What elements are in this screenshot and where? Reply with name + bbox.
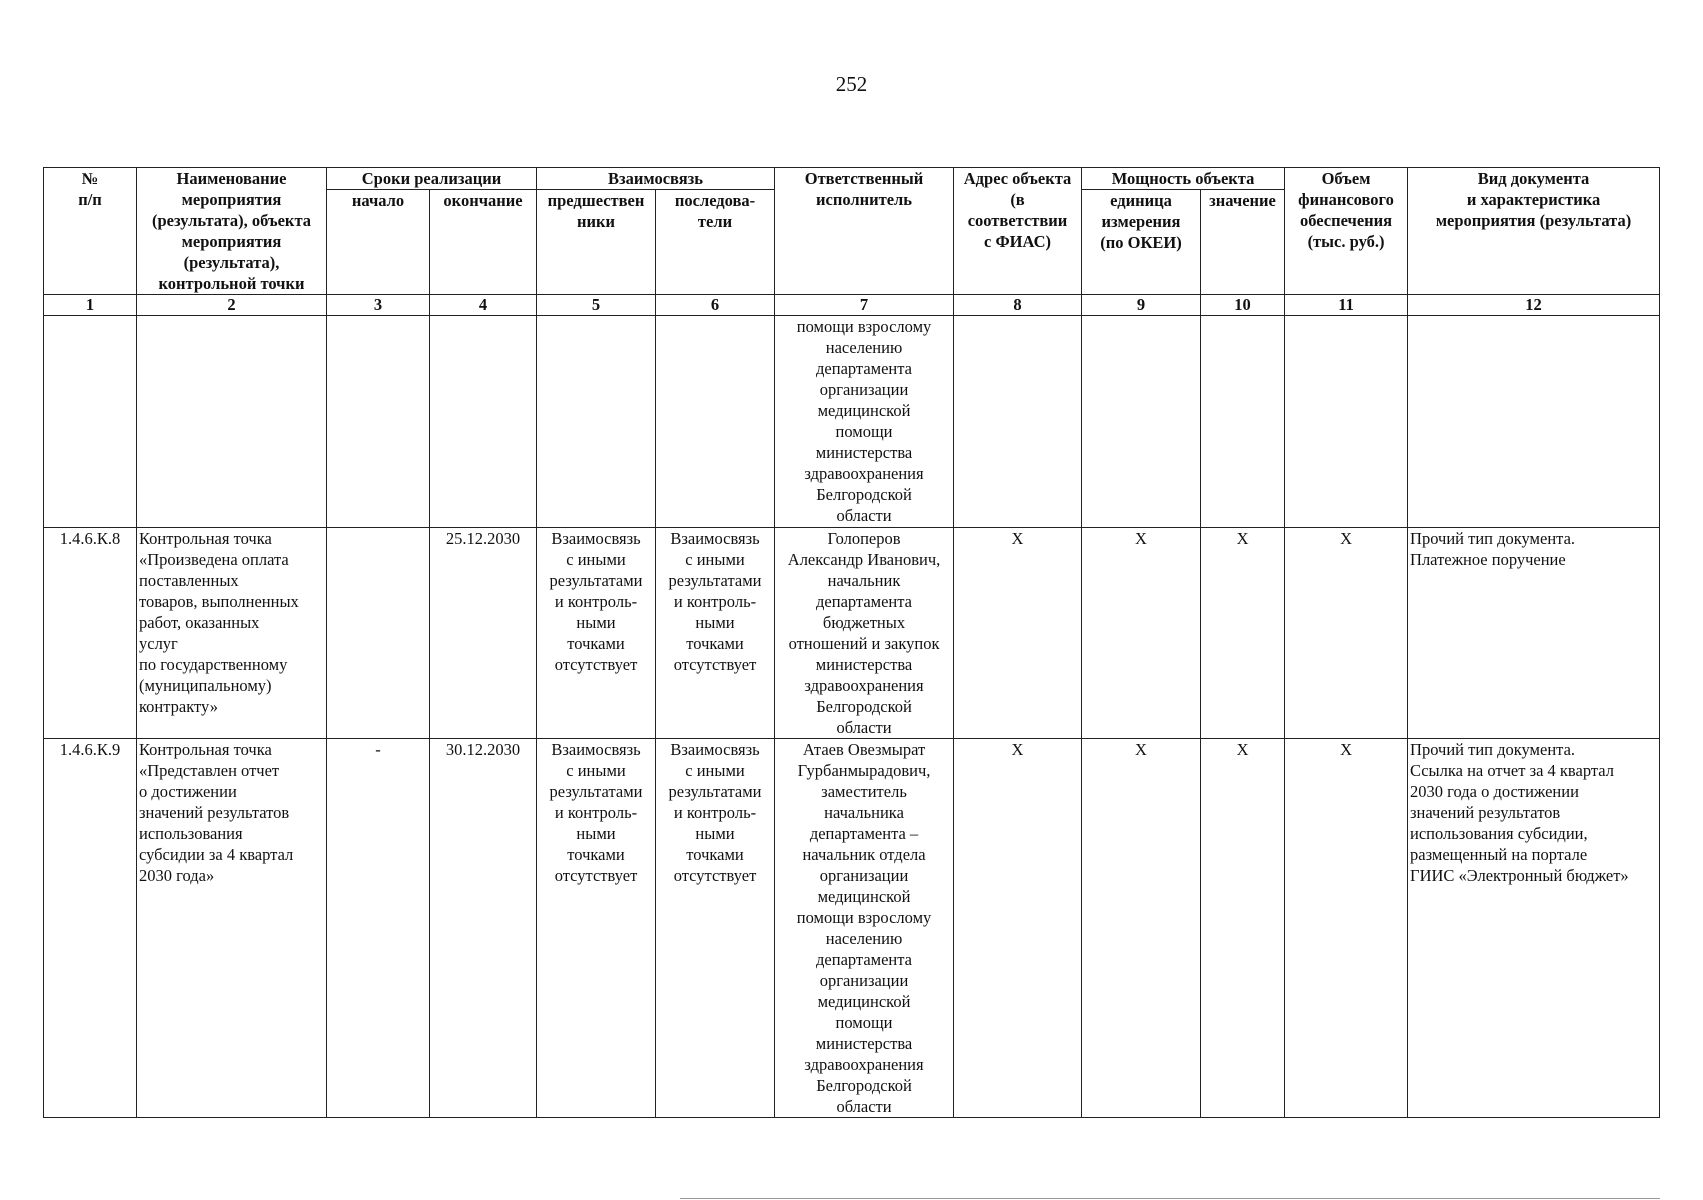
column-number-row [44,295,1660,316]
cell-start: - [327,739,430,1118]
text-line: использования [139,824,243,843]
cell-successors [656,528,775,739]
text-line: с иными [566,761,626,780]
text-line: области [836,718,892,737]
text-line: контрольной точки [158,274,305,293]
table-header [44,168,1660,316]
text-line: по государственному [139,655,288,674]
text-line: Взаимосвязь [551,529,641,548]
text-line: здравоохранения [804,464,924,483]
column-number: 6 [656,295,775,316]
cell-name [137,316,327,528]
text-line: исполнитель [815,190,913,209]
text-line: с ФИАС) [984,232,1051,251]
table-row [44,528,1660,739]
text-line: Атаев Овезмырат [802,740,926,759]
header-col-8 [954,168,1082,295]
header-col-3 [327,190,430,295]
text-line: ными [576,824,616,843]
text-line: Контрольная точка [139,529,272,548]
text-line: (результата), [183,253,280,272]
text-line: значений результатов [139,803,290,822]
text-line: ГИИС «Электронный бюджет» [1410,866,1629,885]
header-col-4 [430,190,537,295]
text-line: здравоохранения [804,1055,924,1074]
cell-end: 30.12.2030 [430,739,537,1118]
text-line: Белгородской [816,485,912,504]
text-line: услуг [139,634,178,653]
column-number: 7 [775,295,954,316]
text-line: Взаимосвязь [670,529,760,548]
cell-predecessors [537,528,656,739]
text-line: измерения [1101,212,1181,231]
cell-value: Х [1201,528,1285,739]
text-line: медицинской [817,992,911,1011]
text-line: результатами [549,571,643,590]
text-line: точками [686,845,744,864]
text-line: (по ОКЕИ) [1100,233,1182,252]
text-line: Прочий тип документа. [1410,529,1576,548]
cell-successors [656,739,775,1118]
text-line: Прочий тип документа. [1410,740,1576,759]
header-col-1 [44,168,137,295]
header-col-12 [1408,168,1660,295]
text-line: 2030 года» [139,866,215,885]
text-line: Взаимосвязь [551,740,641,759]
text-line: Адрес объекта [963,169,1072,188]
column-number: 11 [1285,295,1408,316]
cell-start [327,316,430,528]
text-line: помощи взрослому [796,908,932,927]
text-line: обеспечения [1299,211,1393,230]
header-col-7 [775,168,954,295]
text-line: результатами [668,782,762,801]
header-group-link: Взаимосвязь [537,168,775,190]
cell-executor [775,528,954,739]
column-number: 3 [327,295,430,316]
cell-value [1201,316,1285,528]
text-line: помощи [835,1013,893,1032]
text-line: бюджетных [822,613,906,632]
text-line: Платежное поручение [1410,550,1566,569]
text-line: точками [567,845,625,864]
text-line: и контроль- [554,803,638,822]
cell-address [954,316,1082,528]
bottom-rule [680,1198,1660,1199]
cell-end [430,316,537,528]
header-group-terms: Сроки реализации [327,168,537,190]
text-line: области [836,506,892,525]
text-line: последова- [674,191,756,210]
text-line: размещенный на портале [1410,845,1588,864]
text-line: Контрольная точка [139,740,272,759]
text-line: начальника [824,803,904,822]
cell-address: Х [954,739,1082,1118]
document-table [43,167,1660,1118]
column-number: 10 [1201,295,1285,316]
text-line: (муниципальному) [139,676,272,695]
header-col-2 [137,168,327,295]
header-group-power: Мощность объекта [1082,168,1285,190]
text-line: ными [576,613,616,632]
text-line: ники [577,212,616,231]
text-line: организации [819,866,909,885]
column-number: 12 [1408,295,1660,316]
column-number: 4 [430,295,537,316]
column-number: 2 [137,295,327,316]
text-line: Белгородской [816,697,912,716]
text-line: и контроль- [673,592,757,611]
text-line: тели [697,212,733,231]
cell-value: Х [1201,739,1285,1118]
text-line: отсутствует [673,655,757,674]
text-line: финансового [1298,190,1394,209]
cell-successors [656,316,775,528]
text-line: значение [1209,191,1276,210]
text-line: начало [351,191,405,210]
text-line: Ссылка на отчет за 4 квартал [1410,761,1614,780]
cell-predecessors [537,316,656,528]
text-line: с иными [566,550,626,569]
text-line: мероприятия [181,190,282,209]
text-line: единица [1110,191,1172,210]
text-line: с иными [685,761,745,780]
text-line: департамента – [809,824,919,843]
column-number: 9 [1082,295,1201,316]
text-line: Наименование [176,169,287,188]
text-line: отсутствует [554,866,638,885]
text-line: соответствии [967,211,1068,230]
table-body [44,316,1660,1118]
cell-executor [775,316,954,528]
cell-name [137,528,327,739]
text-line: «Произведена оплата [139,550,289,569]
cell-address: Х [954,528,1082,739]
text-line: здравоохранения [804,676,924,695]
text-line: министерства [815,655,913,674]
text-line: значений результатов [1410,803,1561,822]
cell-predecessors [537,739,656,1118]
text-line: окончание [443,191,523,210]
text-line: департамента [816,950,912,969]
table-row [44,739,1660,1118]
text-line: «Представлен отчет [139,761,280,780]
text-line: поставленных [139,571,239,590]
text-line: работ, оказанных [139,613,260,632]
text-line: контракту» [139,697,218,716]
cell-end: 25.12.2030 [430,528,537,739]
text-line: министерства [815,443,913,462]
cell-finance [1285,316,1408,528]
text-line: медицинской [817,401,911,420]
text-line: медицинской [817,887,911,906]
text-line: (тыс. руб.) [1307,232,1385,251]
cell-unit: Х [1082,528,1201,739]
text-line: Гурбанмырадович, [797,761,931,780]
text-line: заместитель [821,782,907,801]
text-line: помощи взрослому [796,317,932,336]
cell-executor [775,739,954,1118]
column-number: 5 [537,295,656,316]
text-line: результатами [668,571,762,590]
text-line: о достижении [139,782,237,801]
header-col-6 [656,190,775,295]
text-line: министерства [815,1034,913,1053]
text-line: населению [825,338,903,357]
header-col-11 [1285,168,1408,295]
header-col-5 [537,190,656,295]
cell-num [44,316,137,528]
cell-finance: Х [1285,739,1408,1118]
cell-document [1408,316,1660,528]
text-line: Белгородской [816,1076,912,1095]
text-line: п/п [78,190,102,209]
text-line: отсутствует [673,866,757,885]
cell-unit: Х [1082,739,1201,1118]
text-line: департамента [816,592,912,611]
text-line: начальник отдела [802,845,926,864]
text-line: (результата), объекта [152,211,311,230]
text-line: использования субсидии, [1410,824,1588,843]
header-col-9 [1082,190,1201,295]
text-line: Голоперов [827,529,901,548]
text-line: с иными [685,550,745,569]
text-line: и контроль- [673,803,757,822]
text-line: субсидии за 4 квартал [139,845,294,864]
text-line: и контроль- [554,592,638,611]
text-line: Взаимосвязь [670,740,760,759]
text-line: мероприятия (результата) [1435,211,1632,230]
text-line: Александр Иванович, [787,550,941,569]
text-line: и характеристика [1466,190,1601,209]
text-line: точками [567,634,625,653]
cell-num: 1.4.6.К.9 [44,739,137,1118]
column-number: 8 [954,295,1082,316]
cell-start [327,528,430,739]
cell-unit [1082,316,1201,528]
text-line: результатами [549,782,643,801]
cell-finance: Х [1285,528,1408,739]
text-line: помощи [835,422,893,441]
text-line: товаров, выполненных [139,592,299,611]
page-number: 252 [835,72,868,96]
text-line: точками [686,634,744,653]
text-line: 2030 года о достижении [1410,782,1579,801]
cell-document [1408,528,1660,739]
text-line: департамента [816,359,912,378]
text-line: предшествен [547,191,645,210]
text-line: отсутствует [554,655,638,674]
column-number: 1 [44,295,137,316]
text-line: Вид документа [1477,169,1590,188]
text-line: ными [695,824,735,843]
table-row [44,316,1660,528]
text-line: населению [825,929,903,948]
text-line: организации [819,971,909,990]
text-line: организации [819,380,909,399]
text-line: Объем [1321,169,1371,188]
text-line: ными [695,613,735,632]
text-line: мероприятия [181,232,282,251]
text-line: № [81,169,99,188]
cell-name [137,739,327,1118]
header-col-10 [1201,190,1285,295]
text-line: начальник [827,571,901,590]
cell-document [1408,739,1660,1118]
cell-num: 1.4.6.К.8 [44,528,137,739]
text-line: отношений и закупок [788,634,940,653]
text-line: (в [1010,190,1025,209]
text-line: Ответственный [804,169,924,188]
text-line: области [836,1097,892,1116]
